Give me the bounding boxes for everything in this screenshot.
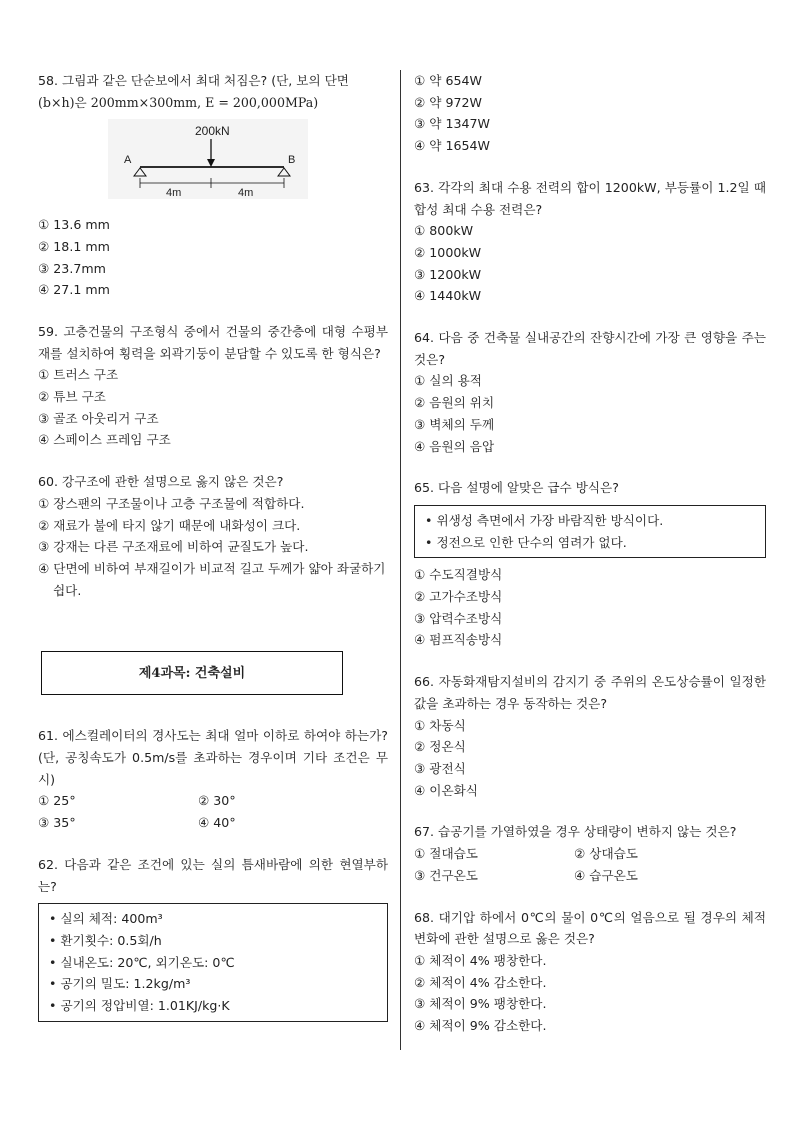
question-67 — [414, 821, 766, 886]
question-62 — [38, 854, 388, 1022]
question-59-option-1[interactable]: ① 트러스 구조 — [38, 367, 119, 383]
question-59-option-4[interactable]: ④ 스페이스 프레임 구조 — [38, 432, 171, 448]
question-66-stem: 66. 자동화재탐지설비의 감지기 중 주위의 온도상승률이 일정한 값을 초과하는 경우 동작하는 것은? — [414, 674, 766, 711]
question-66 — [414, 671, 766, 801]
question-64-option-1[interactable]: ① 실의 용적 — [414, 373, 482, 389]
question-58-option-1[interactable]: ① 13.6 mm — [38, 217, 110, 233]
question-59-option-3[interactable]: ③ 골조 아웃리거 구조 — [38, 410, 159, 426]
question-60-option-3[interactable]: ③ 강재는 다른 구조재료에 비하여 균질도가 높다. — [38, 539, 309, 555]
condition-item: • 정전으로 인한 단수의 염려가 없다. — [425, 532, 755, 554]
support-a-label: A — [124, 154, 132, 167]
question-62-option-4[interactable]: ④ 약 1654W — [414, 138, 490, 154]
span-right-label: 4m — [238, 187, 254, 200]
question-65-stem: 65. 다음 설명에 알맞은 급수 방식은? — [414, 480, 619, 496]
question-63-option-2[interactable]: ② 1000kW — [414, 244, 482, 260]
question-67-option-3[interactable]: ③ 건구온도 — [414, 867, 478, 883]
question-66-option-2[interactable]: ② 정온식 — [414, 739, 466, 755]
question-67-option-4[interactable]: ④ 습구온도 — [574, 867, 638, 883]
question-62-option-2[interactable]: ② 약 972W — [414, 94, 482, 110]
question-66-option-4[interactable]: ④ 이온화식 — [414, 782, 478, 798]
condition-item: • 실내온도: 20℃, 외기온도: 0℃ — [49, 952, 377, 974]
condition-item: • 공기의 정압비열: 1.01KJ/kg·K — [49, 995, 377, 1017]
question-60-option-2[interactable]: ② 재료가 불에 타지 않기 때문에 내화성이 크다. — [38, 517, 301, 533]
question-58-stem-line2: (b×h)은 200mm×300mm, E = 200,000MPa) — [38, 94, 319, 110]
question-67-option-1[interactable]: ① 절대습도 — [414, 846, 478, 862]
question-62-option-1[interactable]: ① 약 654W — [414, 73, 482, 88]
condition-item: • 실의 체적: 400m³ — [49, 908, 377, 930]
question-58 — [38, 70, 388, 301]
question-65-option-1[interactable]: ① 수도직결방식 — [414, 567, 503, 583]
support-b-label: B — [288, 154, 296, 167]
question-67-options-row2 — [414, 865, 766, 887]
question-60-option-1[interactable]: ① 장스팬의 구조물이나 고층 구조물에 적합하다. — [38, 495, 305, 511]
right-column — [414, 70, 766, 1057]
question-65 — [414, 477, 766, 651]
question-67-option-2[interactable]: ② 상대습도 — [574, 846, 638, 862]
question-67-options-row1 — [414, 843, 766, 865]
question-68-option-4[interactable]: ④ 체적이 9% 감소한다. — [414, 1018, 547, 1034]
condition-item: • 공기의 밀도: 1.2kg/m³ — [49, 973, 377, 995]
question-64-option-2[interactable]: ② 음원의 위치 — [414, 395, 495, 411]
simple-beam-figure — [108, 119, 388, 206]
question-61-option-1[interactable]: ① 25° — [38, 793, 76, 809]
left-column — [38, 70, 388, 1042]
question-61-options-row1 — [38, 790, 388, 812]
question-64-option-3[interactable]: ③ 벽체의 두께 — [414, 416, 495, 432]
condition-item: • 환기횟수: 0.5회/h — [49, 930, 377, 952]
question-67-stem: 67. 습공기를 가열하였을 경우 상태량이 변하지 않는 것은? — [414, 824, 737, 840]
question-61 — [38, 725, 388, 834]
question-59-option-2[interactable]: ② 튜브 구조 — [38, 389, 106, 405]
question-64-option-4[interactable]: ④ 음원의 음압 — [414, 438, 495, 454]
load-label: 200kN — [195, 124, 230, 139]
question-59-stem: 59. 고층건물의 구조형식 중에서 건물의 중간층에 대형 수평부재를 설치하여 횡력을 외곽기둥이 분담할 수 있도록 한 형식은? — [38, 323, 388, 361]
question-68-option-1[interactable]: ① 체적이 4% 팽창한다. — [414, 952, 547, 968]
question-63-stem: 63. 각각의 최대 수용 전력의 합이 1200kW, 부등률이 1.2일 때 합성 최대 수용 전력은? — [414, 179, 766, 217]
question-62-stem: 62. 다음과 같은 조건에 있는 실의 틈새바람에 의한 현열부하는? — [38, 856, 388, 894]
question-66-option-1[interactable]: ① 차동식 — [414, 717, 466, 733]
subject-title: 제4과목: 건축설비 — [41, 651, 343, 695]
question-60-option-4[interactable]: ④ 단면에 비하여 부재길이가 비교적 길고 두께가 얇아 좌굴하기 쉽다. — [38, 560, 386, 598]
question-65-option-4[interactable]: ④ 펌프직송방식 — [414, 632, 503, 648]
question-65-option-2[interactable]: ② 고가수조방식 — [414, 589, 503, 605]
question-63-option-3[interactable]: ③ 1200kW — [414, 266, 482, 282]
question-68-option-2[interactable]: ② 체적이 4% 감소한다. — [414, 974, 547, 990]
question-58-option-3[interactable]: ③ 23.7mm — [38, 260, 106, 276]
question-61-option-4[interactable]: ④ 40° — [198, 815, 236, 831]
question-63-option-1[interactable]: ① 800kW — [414, 223, 474, 239]
question-65-option-3[interactable]: ③ 압력수조방식 — [414, 610, 503, 626]
question-61-stem: 61. 에스컬레이터의 경사도는 최대 얼마 이하로 하여야 하는가?(단, 공칭속도가 0.5m/s를 초과하는 경우이며 기타 조건은 무시) — [38, 728, 388, 787]
question-63 — [414, 177, 766, 307]
question-65-conditions-box — [414, 505, 766, 558]
question-60 — [38, 471, 388, 601]
question-68-stem: 68. 대기압 하에서 0℃의 물이 0℃의 얼음으로 될 경우의 체적 변화에 관한 설명으로 옳은 것은? — [414, 909, 766, 947]
question-68-option-3[interactable]: ③ 체적이 9% 팽창한다. — [414, 996, 547, 1012]
question-62-conditions-box — [38, 903, 388, 1022]
question-58-option-4[interactable]: ④ 27.1 mm — [38, 282, 110, 298]
question-64-stem: 64. 다음 중 건축물 실내공간의 잔향시간에 가장 큰 영향을 주는 것은? — [414, 330, 766, 367]
question-61-options-row2 — [38, 812, 388, 834]
question-61-option-2[interactable]: ② 30° — [198, 793, 236, 809]
question-59 — [38, 321, 388, 451]
question-58-option-2[interactable]: ② 18.1 mm — [38, 238, 110, 254]
question-66-option-3[interactable]: ③ 광전식 — [414, 760, 466, 776]
span-left-label: 4m — [166, 187, 182, 200]
condition-item: • 위생성 측면에서 가장 바람직한 방식이다. — [425, 510, 755, 532]
question-68 — [414, 907, 766, 1037]
question-62-option-3[interactable]: ③ 약 1347W — [414, 116, 490, 132]
question-62-options — [414, 70, 766, 157]
question-64 — [414, 327, 766, 457]
question-61-option-3[interactable]: ③ 35° — [38, 815, 76, 831]
question-58-stem-line1: 58. 그림과 같은 단순보에서 최대 처짐은? (단, 보의 단면 — [38, 73, 349, 88]
column-divider — [400, 70, 401, 1050]
question-63-option-4[interactable]: ④ 1440kW — [414, 288, 482, 304]
question-60-stem: 60. 강구조에 관한 설명으로 옳지 않은 것은? — [38, 474, 284, 490]
